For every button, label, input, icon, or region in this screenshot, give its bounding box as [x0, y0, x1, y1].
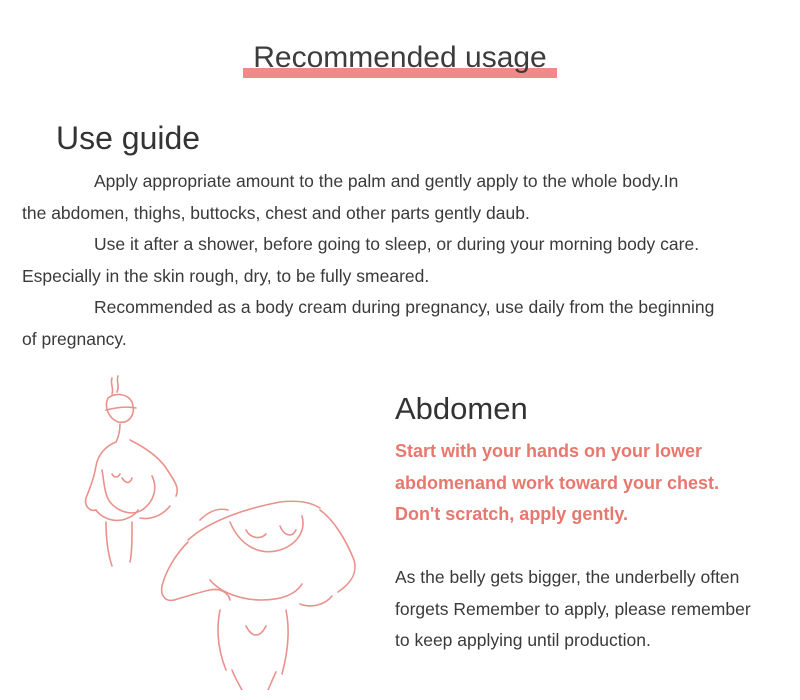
abdomen-highlight [395, 436, 775, 531]
abdomen-note-line: forgets Remember to apply, please remember [395, 598, 751, 619]
abdomen-highlight-line: Start with your hands on your lower [395, 441, 703, 461]
guide-paragraph-1-line-2: the abdomen, thighs, buttocks, chest and other parts gently daub. [22, 202, 530, 223]
guide-paragraph-3-line-1: Recommended as a body cream during pregnancy, use daily from the beginning [94, 297, 715, 317]
guide-paragraph-2-line-1: Use it after a shower, before going to sleep, or during your morning body care. [94, 234, 700, 254]
guide-paragraph-3 [22, 292, 758, 355]
abdomen-highlight-line: abdomenand work toward your chest. [395, 472, 720, 493]
title-section [0, 38, 800, 78]
pregnant-woman-sketch-icon [70, 370, 370, 690]
guide-paragraph-2 [22, 229, 758, 292]
guide-paragraph-1 [22, 166, 758, 229]
use-guide-heading: Use guide [56, 120, 201, 156]
guide-paragraph-1-line-1: Apply appropriate amount to the palm and gently apply to the whole body.In [94, 171, 679, 191]
page-title-text: Recommended usage [253, 41, 547, 74]
abdomen-highlight-line: Don't scratch, apply gently. [395, 504, 628, 524]
abdomen-heading: Abdomen [395, 391, 528, 426]
abdomen-note-line: to keep applying until production. [395, 630, 651, 650]
use-guide-body [22, 166, 758, 355]
abdomen-note [395, 562, 795, 657]
guide-paragraph-3-line-2: of pregnancy. [22, 328, 127, 349]
page-title [243, 38, 557, 78]
abdomen-note-line: As the belly gets bigger, the underbelly often [395, 567, 740, 587]
guide-paragraph-2-line-2: Especially in the skin rough, dry, to be fully smeared. [22, 265, 430, 286]
